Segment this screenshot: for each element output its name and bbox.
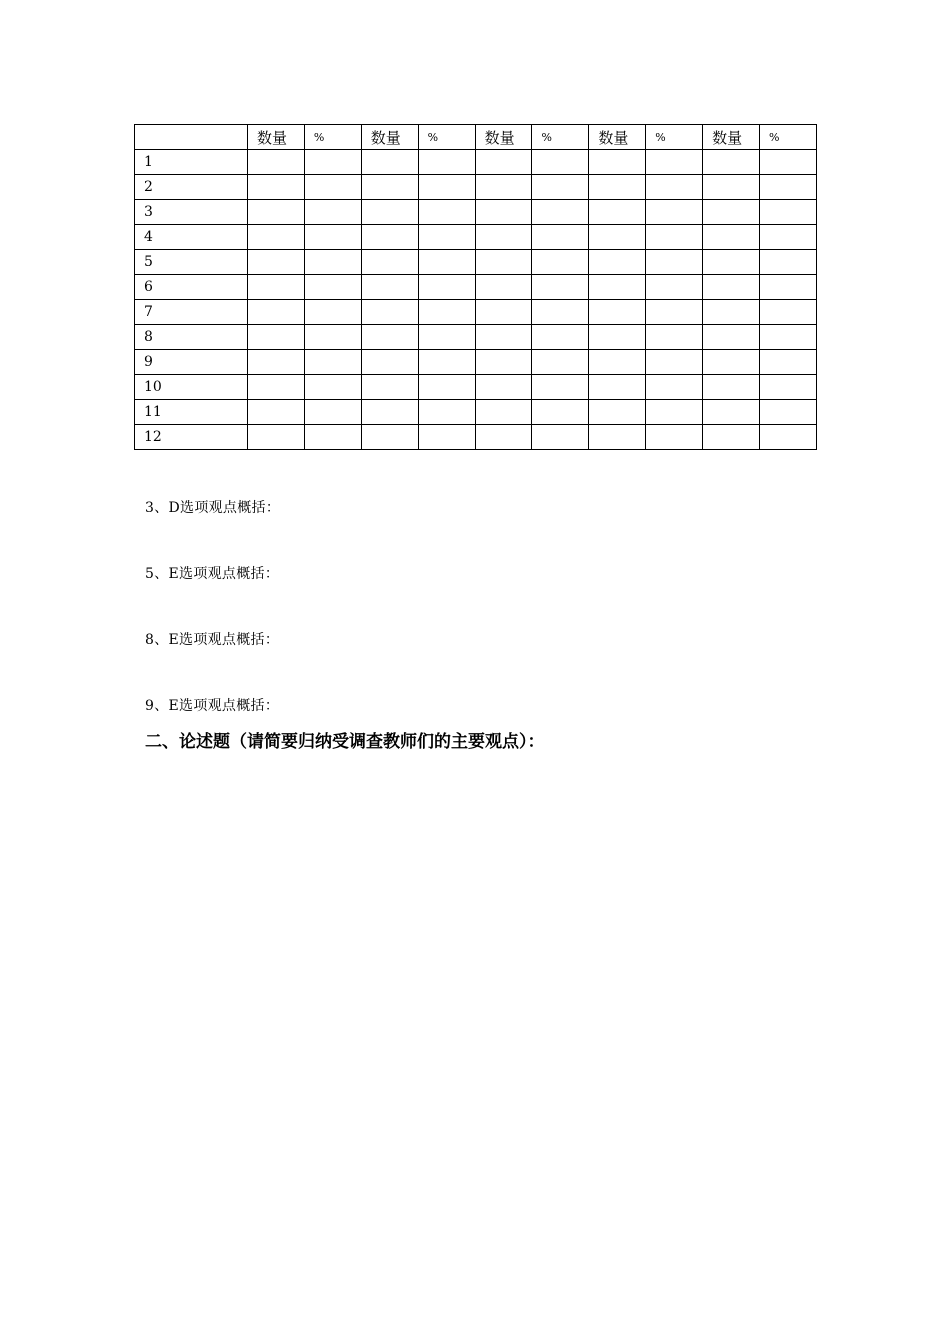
qty-cell [475, 250, 532, 275]
pct-cell [304, 375, 361, 400]
row-number-cell: 12 [135, 425, 248, 450]
qty-cell [475, 200, 532, 225]
qty-cell [248, 225, 305, 250]
row-number-cell: 5 [135, 250, 248, 275]
pct-cell [646, 175, 703, 200]
pct-cell [418, 200, 475, 225]
pct-cell [532, 275, 589, 300]
qty-cell [475, 275, 532, 300]
qty-cell [475, 400, 532, 425]
pct-cell [646, 150, 703, 175]
survey-results-table [134, 124, 817, 450]
header-qty-4: 数量 [589, 125, 646, 150]
pct-cell [646, 250, 703, 275]
pct-cell [760, 150, 817, 175]
table-row [135, 375, 817, 400]
qty-cell [361, 275, 418, 300]
pct-cell [760, 400, 817, 425]
pct-cell [532, 325, 589, 350]
row-number-cell: 6 [135, 275, 248, 300]
pct-cell [760, 325, 817, 350]
pct-cell [532, 425, 589, 450]
pct-cell [418, 150, 475, 175]
qty-cell [589, 250, 646, 275]
qty-cell [475, 300, 532, 325]
pct-cell [532, 300, 589, 325]
qty-cell [475, 425, 532, 450]
qty-cell [703, 300, 760, 325]
table-row [135, 250, 817, 275]
pct-cell [532, 200, 589, 225]
pct-cell [532, 350, 589, 375]
table-row [135, 300, 817, 325]
table-row [135, 175, 817, 200]
qty-cell [703, 325, 760, 350]
pct-cell [760, 350, 817, 375]
qty-cell [589, 300, 646, 325]
table-row [135, 400, 817, 425]
qty-cell [475, 175, 532, 200]
pct-cell [418, 225, 475, 250]
qty-cell [703, 225, 760, 250]
pct-cell [760, 275, 817, 300]
table-row [135, 275, 817, 300]
header-qty-2: 数量 [361, 125, 418, 150]
qty-cell [589, 425, 646, 450]
pct-cell [304, 300, 361, 325]
qty-cell [248, 175, 305, 200]
pct-cell [418, 250, 475, 275]
row-number-cell: 3 [135, 200, 248, 225]
pct-cell [418, 325, 475, 350]
qty-cell [703, 350, 760, 375]
pct-cell [760, 425, 817, 450]
qty-cell [703, 375, 760, 400]
qty-cell [703, 400, 760, 425]
qty-cell [248, 150, 305, 175]
pct-cell [304, 275, 361, 300]
pct-cell [304, 350, 361, 375]
qty-cell [703, 175, 760, 200]
qty-cell [248, 375, 305, 400]
pct-cell [646, 400, 703, 425]
table-row [135, 225, 817, 250]
row-number-cell: 9 [135, 350, 248, 375]
qty-cell [361, 175, 418, 200]
qty-cell [703, 200, 760, 225]
qty-cell [703, 425, 760, 450]
qty-cell [361, 325, 418, 350]
qty-cell [248, 350, 305, 375]
essay-section-heading: 二、论述题（请简要归纳受调查教师们的主要观点）： [145, 732, 545, 752]
row-number-cell: 10 [135, 375, 248, 400]
pct-cell [304, 225, 361, 250]
header-qty-3: 数量 [475, 125, 532, 150]
qty-cell [361, 225, 418, 250]
pct-cell [304, 400, 361, 425]
qty-cell [589, 325, 646, 350]
header-qty-1: 数量 [248, 125, 305, 150]
pct-cell [304, 200, 361, 225]
pct-cell [532, 225, 589, 250]
qty-cell [589, 200, 646, 225]
note-question-5: 5、E选项观点概括： [145, 566, 280, 582]
qty-cell [703, 150, 760, 175]
pct-cell [304, 150, 361, 175]
row-number-cell: 8 [135, 325, 248, 350]
qty-cell [589, 400, 646, 425]
qty-cell [475, 375, 532, 400]
qty-cell [475, 325, 532, 350]
pct-cell [646, 350, 703, 375]
pct-cell [532, 175, 589, 200]
qty-cell [361, 425, 418, 450]
row-number-cell: 4 [135, 225, 248, 250]
qty-cell [475, 225, 532, 250]
pct-cell [418, 375, 475, 400]
pct-cell [418, 425, 475, 450]
qty-cell [703, 250, 760, 275]
table-row [135, 325, 817, 350]
header-pct-2: % [418, 125, 475, 150]
header-pct-4: % [646, 125, 703, 150]
row-number-cell: 1 [135, 150, 248, 175]
pct-cell [532, 400, 589, 425]
qty-cell [361, 400, 418, 425]
qty-cell [361, 375, 418, 400]
qty-cell [361, 150, 418, 175]
pct-cell [532, 150, 589, 175]
pct-cell [418, 350, 475, 375]
pct-cell [646, 275, 703, 300]
qty-cell [361, 200, 418, 225]
qty-cell [248, 425, 305, 450]
pct-cell [760, 300, 817, 325]
pct-cell [418, 300, 475, 325]
header-pct-5: % [760, 125, 817, 150]
qty-cell [589, 350, 646, 375]
qty-cell [248, 200, 305, 225]
qty-cell [361, 350, 418, 375]
pct-cell [418, 275, 475, 300]
qty-cell [589, 150, 646, 175]
pct-cell [532, 375, 589, 400]
pct-cell [646, 375, 703, 400]
pct-cell [532, 250, 589, 275]
pct-cell [418, 175, 475, 200]
pct-cell [760, 375, 817, 400]
table-header-row [135, 125, 817, 150]
table-row [135, 200, 817, 225]
pct-cell [304, 325, 361, 350]
pct-cell [418, 400, 475, 425]
note-question-9: 9、E选项观点概括： [145, 698, 280, 714]
pct-cell [760, 200, 817, 225]
pct-cell [304, 250, 361, 275]
qty-cell [248, 300, 305, 325]
pct-cell [304, 425, 361, 450]
pct-cell [304, 175, 361, 200]
pct-cell [760, 225, 817, 250]
pct-cell [646, 200, 703, 225]
qty-cell [248, 275, 305, 300]
pct-cell [646, 425, 703, 450]
qty-cell [248, 325, 305, 350]
qty-cell [475, 350, 532, 375]
header-qty-5: 数量 [703, 125, 760, 150]
header-pct-1: % [304, 125, 361, 150]
qty-cell [589, 375, 646, 400]
pct-cell [646, 325, 703, 350]
pct-cell [646, 300, 703, 325]
qty-cell [703, 275, 760, 300]
pct-cell [760, 250, 817, 275]
qty-cell [248, 250, 305, 275]
table-body [135, 150, 817, 450]
note-question-8: 8、E选项观点概括： [145, 632, 280, 648]
header-corner-cell [135, 125, 248, 150]
table-row [135, 350, 817, 375]
table-row [135, 425, 817, 450]
table-row [135, 150, 817, 175]
pct-cell [646, 225, 703, 250]
qty-cell [589, 175, 646, 200]
qty-cell [248, 400, 305, 425]
qty-cell [475, 150, 532, 175]
pct-cell [760, 175, 817, 200]
qty-cell [361, 250, 418, 275]
header-pct-3: % [532, 125, 589, 150]
qty-cell [589, 225, 646, 250]
row-number-cell: 11 [135, 400, 248, 425]
qty-cell [361, 300, 418, 325]
row-number-cell: 7 [135, 300, 248, 325]
row-number-cell: 2 [135, 175, 248, 200]
qty-cell [589, 275, 646, 300]
note-question-3: 3、D选项观点概括： [145, 500, 281, 516]
